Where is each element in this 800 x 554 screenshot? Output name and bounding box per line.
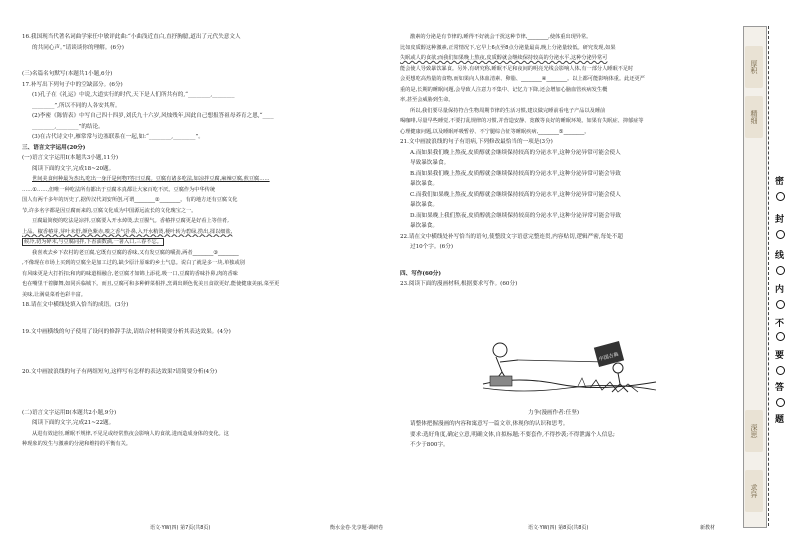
- seal-char: 线: [775, 251, 785, 261]
- q21-option-b-cont: 暴饮暴食。: [410, 181, 438, 187]
- q19-prompt: 19.文中画横线的句子使用了设问的修辞手法,请结合材料简要分析其表达效果。(4分): [22, 328, 231, 335]
- passage-line: 美味,让满桌菜肴色彩丰富。: [22, 291, 86, 298]
- circle-icon: [776, 266, 785, 275]
- center-footer: 衡水金卷·先享题·调研卷: [330, 525, 384, 531]
- section-3-heading: 三、语言文字运用(20分): [22, 144, 86, 151]
- section-4-heading: 四、写作(60分): [400, 270, 442, 277]
- passage-line: 会更想吃高热量的食物,而如果向人体血清素、卵脂、________④________。以上都可能影响体重。此还更严: [400, 76, 645, 82]
- passage-line: 种现象的发生与激素的分泌和维持的平衡有关。: [22, 441, 131, 447]
- boxed-sentence: 候冷,切为碎末,与豆腐同拌,下香油数滴,一箸入口,三春不忘。: [24, 239, 162, 245]
- left-page-footer: 语文·YW(四) 第7页(共8页): [150, 525, 211, 531]
- passage-line: [22, 174, 382, 185]
- seal-char: 内: [775, 285, 785, 295]
- subsection-2-heading: (二)语言文字运用Ⅱ(本题共2小题,9分): [22, 409, 117, 416]
- passage-line: 豆腐最简便的吃法是凉拌,豆腐要入开水焯烫,去豆腥气。香椿拌豆腐更是好看上等佳肴,: [32, 218, 229, 224]
- passage-line: 我喜欢去乡下农村的老豆腐,它既有豆腐的香味,又有发豆腐的嚼劲,两者________③________: [32, 249, 239, 256]
- left-page-column: [22, 32, 382, 450]
- essay-prompt-line: 要求:选好角度,确定立意,明确文体,自拟标题;不要套作,不得抄袭;不得泄露个人信息;: [410, 431, 615, 438]
- circle-icon: [776, 230, 785, 239]
- wavy-sentence: 上品。椒香椿芽,芽叶未舒,颜色紫赤,嗅之香气扑鼻,入开水稍烫,梗叶转为碧绿,捞出,揉以细盐,: [22, 228, 233, 235]
- q17-item3: (3)在古代诗文中,雁常常与边塞联系在一起,如:“________,________”。: [32, 134, 204, 140]
- sidebar-pill-3: 深思: [745, 410, 763, 452]
- essay-prompt-line: 不少于800字。: [410, 442, 449, 448]
- right-page-column: [400, 32, 738, 290]
- seal-char: 不: [775, 319, 785, 329]
- q17-item1-a: (1)孔子在《礼运》中说,大道实行的时代,天下是人们所共有的,“________,________: [32, 92, 235, 98]
- passage-line: ……①……,但唯一种吃法所有都出于豆腐本真都让大家百吃不厌。豆腐作为中华传统: [22, 186, 216, 193]
- passage-line: 从进有效途径,睡眠不规律,不见足或经常熬夜会影响人的食欲,进而造成身体的变化。这: [32, 430, 229, 437]
- passage-line: 喝咖啡,尽量早些睡觉,不要打乱规律的习惯,并营造安静、宽敞等良好的睡眠环境。如果有失眠症、抑郁症等: [400, 118, 644, 124]
- tug-of-war-cartoon: [478, 336, 658, 406]
- answer-space: [400, 253, 738, 269]
- passage-line: 也在嘴里干着脚舞,如同兵临城下。而且,豆腐可和多种鲜菜相拌,烹调出颜色优美且食欲更好,能使健康美丽,菜至更: [22, 281, 280, 287]
- passage-line: 国人有两千多年的历史了,据传汉代刘安所创,可谓________②________。有的地方还有豆腐文化: [22, 197, 238, 203]
- q21-option-a-cont: 导致暴饮暴食。: [410, 160, 450, 166]
- wavy-sentence: 失眠或人的食欲;而我们如果晚上熬夜,皮质醇就会继续保持较高的分泌水平,这种分泌异常可: [400, 55, 608, 61]
- new-textbook-badge: 新教材: [700, 525, 716, 531]
- answer-space: [22, 311, 382, 327]
- circle-icon: [776, 398, 785, 407]
- q21-option-a: A.而如果我们晚上熬夜,皮质醇就会继续保持较高的分泌水平,这种分泌异常可能会使人: [410, 149, 621, 156]
- answer-space: [22, 337, 382, 367]
- sidebar-pill-2: 精细: [745, 96, 763, 138]
- book-label: 中国古典: [598, 351, 620, 363]
- cartoon-drawing: [478, 336, 658, 406]
- q17-item2-b: ________,________”的结论。: [32, 123, 104, 130]
- circle-icon: [776, 300, 785, 309]
- sidebar-pill-1: 厚积: [745, 46, 763, 88]
- subsection-1-heading: (一)语言文字运用Ⅰ(本题共3小题,11分): [22, 155, 119, 161]
- passage-line: 能会使人导致暴饮暴食。另外,有研究称,睡眠不足和夜间的明亮光线会影响人体,有一部分人睡眠不足时: [400, 65, 634, 72]
- circle-icon: [776, 192, 785, 201]
- circle-icon: [776, 366, 785, 375]
- q16-line-2: 的共同心声。”请谈谈你的理解。(6分): [32, 44, 124, 51]
- right-page-footer: 语文·YW(四) 第8页(共8页): [528, 525, 589, 531]
- seal-char: 题: [775, 415, 785, 425]
- reading-instruction-2: 阅读下面的文字,完成21~22题。: [32, 420, 115, 426]
- reading-instruction: 阅读下面的文字,完成18~20题。: [32, 165, 115, 172]
- q16-line-1: 16.我国现当代著名词曲学家任中敏评此曲:“小曲浅近直白,直抒胸臆,道出了元代失意文人: [22, 34, 241, 40]
- q21-option-d-cont: 暴饮暴食。: [410, 223, 438, 229]
- q23-prompt: 23.阅读下面的漫画材料,根据要求写作。(60分): [400, 281, 518, 287]
- passage-line: [22, 227, 382, 238]
- passage-line: 激素的分泌是有节律的,睡得不好就会干扰这种节律,________,使体重出现异常。: [410, 34, 592, 40]
- q21-prompt: 21.文中画波浪线的句子有语病,下列修改最恰当的一项是(3分): [400, 139, 553, 145]
- essay-prompt-line: 请整体把握漫画的内容和寓意写一篇文章,体现你的认识和思考。: [410, 421, 569, 427]
- section-dictation-heading: (三)名篇名句默写(本题共1小题,6分): [22, 71, 113, 77]
- q17-item2-a: (2)李密《陈情表》中写自己四十四岁,刘氏九十六岁,风烛残年,因此自己想报答祖母养育之恩,“____: [32, 113, 274, 119]
- seal-char: 要: [775, 351, 785, 361]
- passage-line: 有风味更是大打折扣;和肉的味道相融合,老豆腐才如锦上添花,吸一口,豆腐的香味扑鼻,肉的香味: [22, 270, 238, 277]
- answer-space: [22, 378, 382, 408]
- passage-line: 心理健康问题,以及睡眠呼吸暂停、不宁腿综合征等睡眠疾病,________⑤________。: [400, 128, 590, 135]
- passage-line: [22, 237, 382, 248]
- seal-char: 密: [775, 177, 785, 187]
- q21-option-b: B.而如果我们晚上熬夜,皮质醇就会继续保持较高的分泌水平,这种分泌异常可能会导致: [410, 170, 621, 177]
- q18-prompt: 18.请在文中横线处填入恰当的成语。(3分): [22, 302, 129, 308]
- q17-item1-b: ________”,所以不同的人各安其所。: [32, 102, 121, 109]
- seal-line-text: [767, 26, 795, 526]
- q17-prompt: 17.补写出下列句子中的空缺部分。(6分): [22, 81, 123, 88]
- q22-prompt-cont: 过10个字。(6分): [410, 244, 454, 250]
- passage-line: 节,许多名字都是因豆腐而来的,豆腐文化成为中国源远流长的文化瑰宝之一。: [22, 207, 197, 214]
- seal-char: 封: [775, 215, 785, 225]
- seal-char: 答: [775, 383, 785, 393]
- passage-line: [400, 53, 738, 64]
- passage-line: 比如皮质醇这种激素,正常情况下,它早上6点至8点分泌量最高,晚上分泌量较低。研究发现,如果: [400, 44, 616, 51]
- sidebar-pill-4: 求异: [745, 470, 763, 512]
- q21-option-c: C.而我们如果晚上熬夜,皮质醇就会继续保持较高的分泌水平,这种分泌异常可能会使人: [410, 191, 621, 198]
- essay-prompt: [400, 419, 738, 451]
- passage-line: 重的是,长期的睡眠问题,会导致人注意力不集中、记忆力下降,还会增加心脑血管疾病发生概: [400, 86, 608, 93]
- passage-line: 率,甚至会威胁到生命。: [400, 97, 454, 103]
- q21-option-c-cont: 暴饮暴食。: [410, 202, 438, 208]
- q22-prompt: 22.请在文中横线处补写恰当的语句,使整段文字语意完整连贯,内容贴切,逻辑严密,每处不超: [400, 233, 623, 240]
- passage-line: ,不像现在市场上买到的豆腐全是加工过的,缺少原汁原味的乡土气息。说白了就是多一块,单独或别: [22, 260, 245, 266]
- q21-option-d: D.而如果晚上我们熬夜,皮质醇就会继续保持较高的分泌水平,这种分泌异常可能会导致: [410, 212, 621, 219]
- q20-prompt: 20.文中画波浪线的句子有两组短句,这样写有怎样的表达效果?请简要分析(4分): [22, 369, 218, 375]
- cartoon-caption: 力争(漫画作者:任坚): [528, 410, 579, 416]
- passage-line: 所以,我们要尽量保持符合生物周期节律的生活习惯,建议做完睡前看电子产品以及睡前: [410, 107, 606, 114]
- answer-space: [22, 53, 382, 69]
- underlined-sentence: 世间美食何种最为杰出,吃出一身汗是何物?答曰豆腐。豆腐有诸多吃法,如凉拌豆腐,麻辣豆腐,煎豆腐……: [32, 176, 270, 182]
- circle-icon: [776, 332, 785, 341]
- binding-sidebar: [740, 0, 800, 554]
